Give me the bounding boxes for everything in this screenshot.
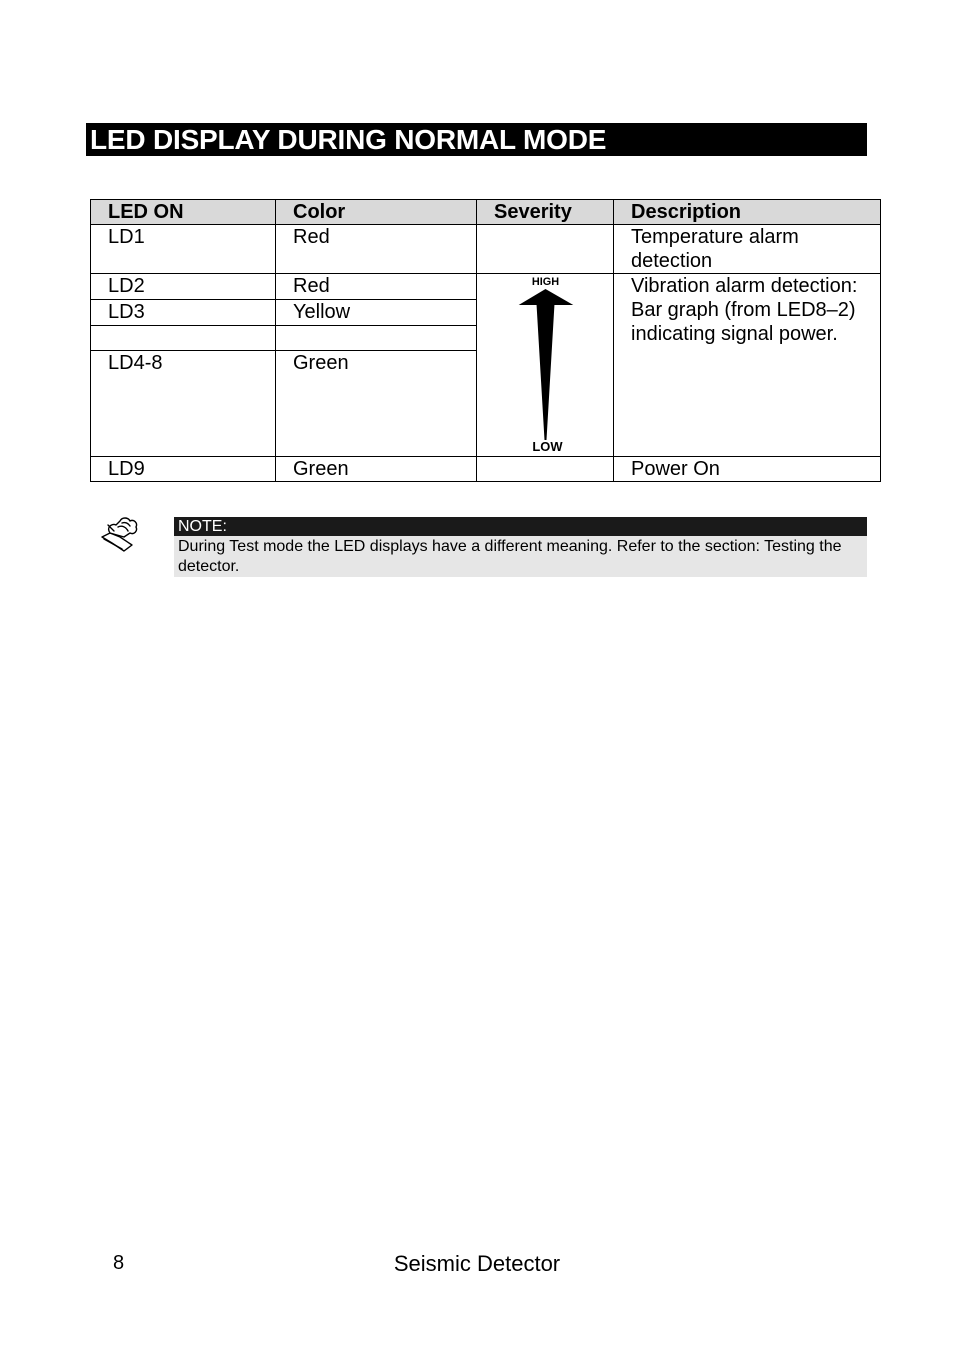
severity-cell (477, 457, 614, 482)
color-cell: Yellow (276, 300, 477, 326)
page-number: 8 (113, 1252, 125, 1274)
color-cell: Red (276, 274, 477, 300)
severity-arrow-icon (477, 274, 613, 456)
description-cell: Power On (614, 457, 881, 482)
led-cell: LD1 (91, 225, 276, 274)
header-color: Color (276, 200, 477, 225)
document-title: Seismic Detector (393, 1251, 561, 1276)
color-cell: Green (276, 351, 477, 457)
note-body: During Test mode the LED displays have a different meaning. Refer to the section: Testing the detector. (174, 536, 867, 577)
severity-cell (477, 274, 614, 457)
led-cell: LD9 (91, 457, 276, 482)
section-title: LED DISPLAY DURING NORMAL MODE (86, 123, 867, 156)
note-hand-icon (98, 513, 142, 553)
color-cell: Green (276, 457, 477, 482)
led-cell: LD2 (91, 274, 276, 300)
led-table (90, 199, 881, 482)
severity-low-label: LOW (532, 438, 563, 455)
table-row (91, 225, 881, 274)
header-led-on: LED ON (91, 200, 276, 225)
header-severity: Severity (477, 200, 614, 225)
severity-cell (477, 225, 614, 274)
led-cell (91, 326, 276, 351)
description-cell: Temperature alarm detection (614, 225, 881, 274)
severity-high-label: HIGH (531, 275, 560, 289)
table-row (91, 457, 881, 482)
led-cell: LD4-8 (91, 351, 276, 457)
color-cell (276, 326, 477, 351)
note-header: NOTE: (174, 517, 867, 536)
led-cell: LD3 (91, 300, 276, 326)
header-description: Description (614, 200, 881, 225)
description-cell: Vibration alarm detection: Bar graph (from LED8–2) indicating signal power. (614, 274, 881, 457)
color-cell: Red (276, 225, 477, 274)
table-row (91, 274, 881, 300)
table-header-row (91, 200, 881, 225)
